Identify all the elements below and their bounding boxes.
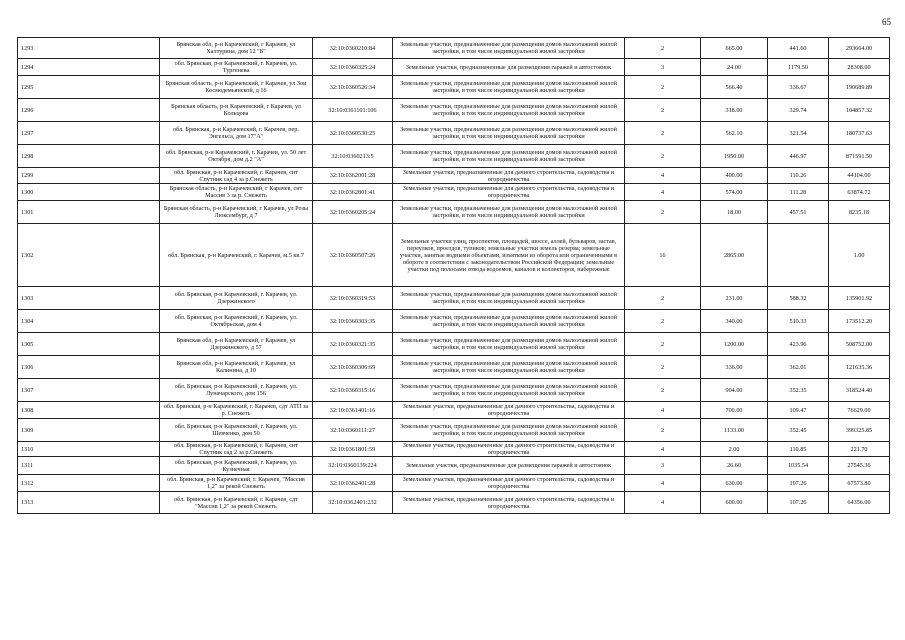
cadastral-cost-cell: 180737.63: [829, 122, 890, 145]
use-type-code-cell: 2: [625, 379, 701, 402]
table-row: [18, 379, 890, 402]
land-use-cell: Земельные участки, предназначенные для размещения гаражей и автостоянок: [393, 457, 625, 475]
cadastral-cost-cell: 44104.00: [829, 168, 890, 184]
use-type-code-cell: 2: [625, 419, 701, 442]
cadastral-number-cell: 32:10:0360303:35: [313, 310, 393, 333]
cadastral-number-cell: 32:10:0360530:25: [313, 122, 393, 145]
specific-cost-cell: 107.26: [768, 492, 829, 514]
table-row: [18, 59, 890, 76]
use-type-code-cell: 4: [625, 168, 701, 184]
use-type-code-cell: 4: [625, 402, 701, 419]
area-cell: 26.60: [701, 457, 768, 475]
area-cell: 400.00: [701, 168, 768, 184]
land-use-cell: Земельные участки, предназначенные для размещения домов малоэтажной жилой застройки, в том числе индивидуальной жилой застройки: [393, 310, 625, 333]
table-row: [18, 38, 890, 59]
row-number: 1309: [18, 419, 160, 442]
specific-cost-cell: 1179.50: [768, 59, 829, 76]
specific-cost-cell: 109.47: [768, 402, 829, 419]
specific-cost-cell: 1035.54: [768, 457, 829, 475]
land-use-cell: Земельные участки, предназначенные для размещения домов малоэтажной жилой застройки, в том числе индивидуальной жилой застройки: [393, 145, 625, 168]
land-use-cell: Земельные участки, предназначенные для дачного строительства, садоводства и огородничества: [393, 402, 625, 419]
cadastral-number-cell: 32:10:0360111:27: [313, 419, 393, 442]
cadastral-number-cell: 32:10:0360526:34: [313, 76, 393, 99]
row-number: 1300: [18, 184, 160, 201]
specific-cost-cell: 336.67: [768, 76, 829, 99]
use-type-code-cell: 16: [625, 224, 701, 287]
land-use-cell: Земельные участки, предназначенные для размещения домов малоэтажной жилой застройки, в том числе индивидуальной жилой застройки: [393, 333, 625, 356]
row-number: 1296: [18, 99, 160, 122]
cadastral-cost-cell: 190689.89: [829, 76, 890, 99]
row-number: 1304: [18, 310, 160, 333]
cadastral-cost-cell: 135901.92: [829, 287, 890, 310]
area-cell: 336.00: [701, 356, 768, 379]
land-use-cell: Земельные участки, предназначенные для дачного строительства, садоводства и огородничества: [393, 168, 625, 184]
cadastral-number-cell: 32:10:0360210:84: [313, 38, 393, 59]
cadastral-cost-cell: 1.00: [829, 224, 890, 287]
address-cell: Брянская область, р-н Карачевский, г Карачев, ул Кольцова: [160, 99, 313, 122]
row-number: 1303: [18, 287, 160, 310]
use-type-code-cell: 2: [625, 310, 701, 333]
cadastral-number-cell: 32:10:0360213:5: [313, 145, 393, 168]
area-cell: 904.00: [701, 379, 768, 402]
area-cell: 2865.00: [701, 224, 768, 287]
cadastral-cost-cell: 28308.00: [829, 59, 890, 76]
row-number: 1305: [18, 333, 160, 356]
area-cell: 574.00: [701, 184, 768, 201]
table-row: [18, 99, 890, 122]
cadastral-cost-cell: 399325.85: [829, 419, 890, 442]
area-cell: 700.00: [701, 402, 768, 419]
table-row: [18, 76, 890, 99]
address-cell: обл. Брянская, р-н Карачевский, г. Карачев, ул. Шевченко, дом 50: [160, 419, 313, 442]
area-cell: 630.00: [701, 475, 768, 492]
cadastral-cost-cell: 67573.80: [829, 475, 890, 492]
use-type-code-cell: 4: [625, 184, 701, 201]
area-cell: 318.00: [701, 99, 768, 122]
table-row: [18, 333, 890, 356]
cadastral-number-cell: 32:10:0360507:26: [313, 224, 393, 287]
use-type-code-cell: 4: [625, 475, 701, 492]
table-row: [18, 224, 890, 287]
cadastral-number-cell: 32:10:0360319:53: [313, 287, 393, 310]
specific-cost-cell: 446.97: [768, 145, 829, 168]
specific-cost-cell: 352.45: [768, 419, 829, 442]
use-type-code-cell: 2: [625, 145, 701, 168]
land-use-cell: Земельные участки, предназначенные для размещения домов малоэтажной жилой застройки, в том числе индивидуальной жилой застройки: [393, 38, 625, 59]
cadastral-cost-cell: 63874.72: [829, 184, 890, 201]
cadastral-number-cell: 32:10:0360205:24: [313, 201, 393, 224]
specific-cost-cell: 457.51: [768, 201, 829, 224]
cadastral-cost-cell: 76629.00: [829, 402, 890, 419]
cadastral-cost-cell: 318524.40: [829, 379, 890, 402]
specific-cost-cell: [768, 224, 829, 287]
row-number: 1301: [18, 201, 160, 224]
use-type-code-cell: 4: [625, 442, 701, 457]
land-use-cell: Земельные участки, предназначенные для дачного строительства, садоводства и огородничества: [393, 475, 625, 492]
area-cell: 231.00: [701, 287, 768, 310]
use-type-code-cell: 2: [625, 356, 701, 379]
address-cell: обл. Брянская, р-н Карачевский, г. Карачев, "Массив 1,2" за рекой Снежеть: [160, 475, 313, 492]
cadastral-cost-cell: 221.70: [829, 442, 890, 457]
cadastral-number-cell: 32:10:0361101:106: [313, 99, 393, 122]
row-number: 1293: [18, 38, 160, 59]
table-row: [18, 201, 890, 224]
use-type-code-cell: 2: [625, 38, 701, 59]
area-cell: 1133.00: [701, 419, 768, 442]
address-cell: обл. Брянская, р-н Карачевский, г. Карачев, ул. Луначарского, дом 156: [160, 379, 313, 402]
use-type-code-cell: 2: [625, 201, 701, 224]
address-cell: Брянская обл, р-н Карачевский, г Карачев, ул Халтурина, дом 12 "Б": [160, 38, 313, 59]
specific-cost-cell: 352.35: [768, 379, 829, 402]
specific-cost-cell: 110.85: [768, 442, 829, 457]
address-cell: обл. Брянская, р-н Карачевский, г. Карачев, ул. 50 лет Октября, дом д.2 "А": [160, 145, 313, 168]
land-use-cell: Земельные участки, предназначенные для размещения домов малоэтажной жилой застройки, в том числе индивидуальной жилой застройки: [393, 99, 625, 122]
land-use-cell: Земельные участки улиц, проспектов, площадей, шоссе, аллей, бульваров, застав, переулков, проездов, тупиков; земельные участки земель резерва; земельные участки, занятые водными объектами, изъятыми из оборота или ограниченными в обороте в соответствии с законодательством Российской Федерации; земельные участки под полосами отвода водоемов, каналов и коллекторов, набережные: [393, 224, 625, 287]
area-cell: 566.40: [701, 76, 768, 99]
cadastral-number-cell: 32:10:0360315:16: [313, 379, 393, 402]
address-cell: Брянская обл, р-н Карачевский, г Карачев, ул Калинина, д 10: [160, 356, 313, 379]
table-row: [18, 310, 890, 333]
use-type-code-cell: 2: [625, 122, 701, 145]
address-cell: обл. Брянская, р-н Карачевский, г. Карачев, ул. Тургенева: [160, 59, 313, 76]
land-use-cell: Земельные участки, предназначенные для размещения гаражей и автостоянок: [393, 59, 625, 76]
cadastral-cost-cell: 508752.00: [829, 333, 890, 356]
page-number: 65: [882, 17, 891, 27]
table-row: [18, 184, 890, 201]
address-cell: обл. Брянская, р-н Карачевский, г. Карачев, снт Спутник сад 2 за р.Снежеть: [160, 442, 313, 457]
land-use-cell: Земельные участки, предназначенные для дачного строительства, садоводства и огородничества: [393, 184, 625, 201]
row-number: 1310: [18, 442, 160, 457]
specific-cost-cell: 362.01: [768, 356, 829, 379]
row-number: 1307: [18, 379, 160, 402]
land-use-cell: Земельные участки, предназначенные для размещения домов малоэтажной жилой застройки, в том числе индивидуальной жилой застройки: [393, 419, 625, 442]
row-number: 1313: [18, 492, 160, 514]
use-type-code-cell: 2: [625, 287, 701, 310]
cadastral-cost-cell: 104857.32: [829, 99, 890, 122]
use-type-code-cell: 4: [625, 492, 701, 514]
cadastral-number-cell: 32:10:0360139:224: [313, 457, 393, 475]
use-type-code-cell: 2: [625, 99, 701, 122]
area-cell: 24.00: [701, 59, 768, 76]
land-use-cell: Земельные участки, предназначенные для размещения домов малоэтажной жилой застройки, в том числе индивидуальной жилой застройки: [393, 379, 625, 402]
land-use-cell: Земельные участки, предназначенные для размещения домов малоэтажной жилой застройки, в том числе индивидуальной жилой застройки: [393, 201, 625, 224]
area-cell: 562.10: [701, 122, 768, 145]
table-row: [18, 122, 890, 145]
land-use-cell: Земельные участки, предназначенные для дачного строительства, садоводства и огородничества: [393, 492, 625, 514]
address-cell: Брянская область, р-н Карачевский, г Карачев, снт Массив 3 за р. Снежеть: [160, 184, 313, 201]
cadastral-number-cell: 32:10:0360321:35: [313, 333, 393, 356]
land-use-cell: Земельные участки, предназначенные для размещения домов малоэтажной жилой застройки, в том числе индивидуальной жилой застройки: [393, 356, 625, 379]
area-cell: 600.00: [701, 492, 768, 514]
specific-cost-cell: 111.28: [768, 184, 829, 201]
cadastral-number-cell: 32:10:0362001:28: [313, 168, 393, 184]
row-number: 1295: [18, 76, 160, 99]
table-row: [18, 402, 890, 419]
land-use-cell: Земельные участки, предназначенные для размещения домов малоэтажной жилой застройки, в том числе индивидуальной жилой застройки: [393, 76, 625, 99]
row-number: 1299: [18, 168, 160, 184]
cadastral-cost-cell: 871591.50: [829, 145, 890, 168]
cadastral-cost-cell: 27545.36: [829, 457, 890, 475]
land-use-cell: Земельные участки, предназначенные для размещения домов малоэтажной жилой застройки, в том числе индивидуальной жилой застройки: [393, 287, 625, 310]
table-row: [18, 492, 890, 514]
area-cell: 18.00: [701, 201, 768, 224]
use-type-code-cell: 2: [625, 333, 701, 356]
table-row: [18, 442, 890, 457]
table-row: [18, 457, 890, 475]
table-body: [18, 38, 890, 514]
row-number: 1312: [18, 475, 160, 492]
address-cell: обл. Брянская, р-н Карачевский, г. Карачев, ул. Дзержинского: [160, 287, 313, 310]
specific-cost-cell: 321.54: [768, 122, 829, 145]
land-plot-registry-table: [17, 37, 890, 514]
specific-cost-cell: 329.74: [768, 99, 829, 122]
cadastral-cost-cell: 173512.20: [829, 310, 890, 333]
address-cell: обл. Брянская, р-н Карачевский, г. Карачев, ул. Кузнечная: [160, 457, 313, 475]
address-cell: обл. Брянская, р-н Карачевский, г. Карачев, сдт "Массив 1,2" за рекой Снежеть: [160, 492, 313, 514]
cadastral-number-cell: 32:10:0362401:232: [313, 492, 393, 514]
specific-cost-cell: 588.32: [768, 287, 829, 310]
table-row: [18, 168, 890, 184]
specific-cost-cell: 510.33: [768, 310, 829, 333]
address-cell: обл. Брянская, р-н Карачевский, г. Карачев, снт Спутник сад 4 за р.Снежеть: [160, 168, 313, 184]
table-row: [18, 475, 890, 492]
table-row: [18, 145, 890, 168]
address-cell: Брянская обл, р-н Карачевский, г Карачев, ул Дзержинского, д 57: [160, 333, 313, 356]
table-row: [18, 287, 890, 310]
land-use-cell: Земельные участки, предназначенные для размещения домов малоэтажной жилой застройки, в том числе индивидуальной жилой застройки: [393, 122, 625, 145]
specific-cost-cell: 107.26: [768, 475, 829, 492]
cadastral-number-cell: 32:10:0361801:59: [313, 442, 393, 457]
cadastral-cost-cell: 121635.36: [829, 356, 890, 379]
cadastral-cost-cell: 293664.00: [829, 38, 890, 59]
cadastral-number-cell: 32:10:0362801:41: [313, 184, 393, 201]
specific-cost-cell: 441.60: [768, 38, 829, 59]
address-cell: обл. Брянская, р-н Карачевский, г. Карачев, ул. Октябрьская, дом 4: [160, 310, 313, 333]
address-cell: Брянская область, р-н Карачевский, г Карачев, ул Зои Космодемьянской, д 16: [160, 76, 313, 99]
use-type-code-cell: 2: [625, 76, 701, 99]
area-cell: 1950.00: [701, 145, 768, 168]
row-number: 1308: [18, 402, 160, 419]
cadastral-cost-cell: 8235.18: [829, 201, 890, 224]
table-row: [18, 356, 890, 379]
address-cell: обл. Брянская, р-н Карачевский, г. Карачев, м.5 кв.7: [160, 224, 313, 287]
use-type-code-cell: 3: [625, 59, 701, 76]
use-type-code-cell: 3: [625, 457, 701, 475]
row-number: 1302: [18, 224, 160, 287]
area-cell: 340.00: [701, 310, 768, 333]
address-cell: обл. Брянская, р-н Карачевский, г. Карачев, пер. Энгельса, дом 17"А": [160, 122, 313, 145]
row-number: 1306: [18, 356, 160, 379]
specific-cost-cell: 110.26: [768, 168, 829, 184]
cadastral-number-cell: 32:10:0361401:16: [313, 402, 393, 419]
land-use-cell: Земельные участки, предназначенные для дачного строительства, садоводства и огородничества: [393, 442, 625, 457]
cadastral-cost-cell: 64356.00: [829, 492, 890, 514]
cadastral-number-cell: 32:10:0360325:24: [313, 59, 393, 76]
address-cell: Брянская область, р-н Карачевский, г Карачев, ул Розы Люксембург, д 7: [160, 201, 313, 224]
area-cell: 665.00: [701, 38, 768, 59]
specific-cost-cell: 423.96: [768, 333, 829, 356]
address-cell: обл. Брянская, р-н Карачевский, г. Карачев, сдт АТП за р. Снежеть: [160, 402, 313, 419]
row-number: 1297: [18, 122, 160, 145]
row-number: 1298: [18, 145, 160, 168]
cadastral-number-cell: 32:10:0362401:28: [313, 475, 393, 492]
area-cell: 2.00: [701, 442, 768, 457]
area-cell: 1200.00: [701, 333, 768, 356]
cadastral-number-cell: 32:10:0360306:69: [313, 356, 393, 379]
row-number: 1311: [18, 457, 160, 475]
row-number: 1294: [18, 59, 160, 76]
table-row: [18, 419, 890, 442]
